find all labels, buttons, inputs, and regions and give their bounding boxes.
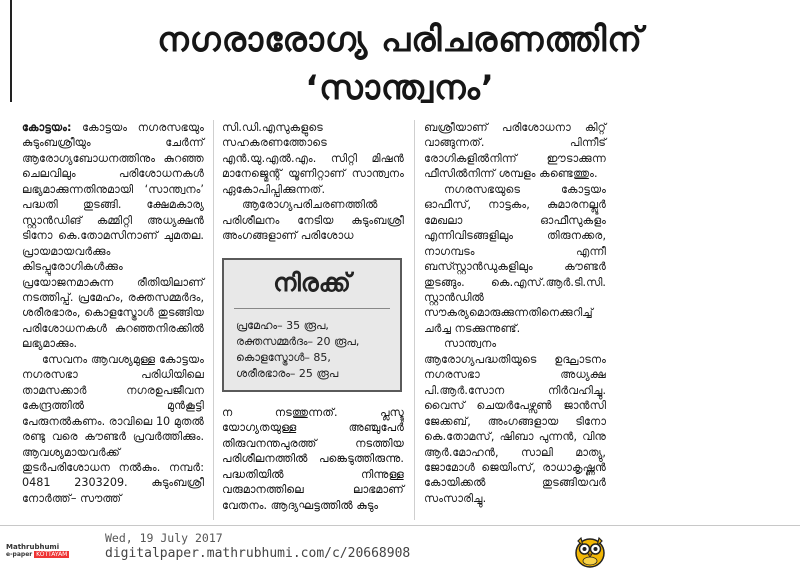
headline-line-1: നഗരാരോഗ്യ പരിചരണത്തിന്	[157, 20, 643, 60]
paragraph: സാന്ത്വനം ആരോഗ്യപദ്ധതിയുടെ ഉദ്ഘാടനം നഗരസഭാ അധ്യക്ഷ പി.ആർ.സോന നിർവഹിച്ചു. വൈസ് ചെയർപേഴ്സൺ ജാൻസി ജേക്കബ്, അംഗങ്ങളായ ടിനോ കെ.തോമസ്, ഷിബാ പുന്നൻ, വിനു ആർ.മോഹൻ, സാലി മാത്യു, ജോമോൾ ജെയിംസ്, രാധാകൃഷ്ണൻ കോയിക്കൽ തുടങ്ങിയവർ സംസാരിച്ചു.	[424, 337, 606, 505]
article-column-3	[424, 120, 606, 506]
article-column-2-continued	[222, 405, 404, 513]
headline-line-2: ‘സാന്ത്വനം’	[305, 68, 495, 108]
paragraph: ബശ്രീയാണ് പരിശോധനാ കിറ്റ് വാങ്ങുന്നത്. പിന്നീട് രോഗികളിൽനിന്ന് ഈടാക്കുന്ന ഫീസിൽനിന്ന് ശമ്പളം കണ്ടെത്തും.	[424, 121, 606, 181]
column-divider	[213, 120, 214, 520]
owl-icon[interactable]	[572, 532, 608, 568]
article-column-2	[222, 120, 404, 244]
edition-badge: KOTTAYAM	[36, 551, 68, 558]
rates-box	[222, 258, 402, 392]
article-column-1	[22, 120, 204, 506]
paragraph: ന നടത്തുന്നത്. പ്ലസ്ടു യോഗ്യതയുള്ള അഞ്ചുപേർ തിരുവനന്തപുരത്ത് നടത്തിയ പരിശീലനത്തിൽ പങ്കെടുത്തിരുന്നു. പദ്ധതിയിൽ നിന്നുള്ള വരുമാനത്തിലെ ലാഭമാണ് വേതനം. ആദ്യഘട്ടത്തിൽ കുടും	[222, 406, 404, 512]
paragraph: സി.ഡി.എസുകളുടെ സഹകരണത്തോടെ എൻ.യു.എൽ.എം. സിറ്റി മിഷൻ മാനേജ്മെന്റ് യൂണിറ്റാണ് സാന്ത്വനം ഏകോപിപ്പിക്കുന്നത്.	[222, 121, 404, 196]
column-divider	[414, 120, 415, 520]
rates-box-body: പ്രമേഹം– 35 രൂപ, രക്തസമ്മർദം– 20 രൂപ, കൊളസ്ട്രോൾ– 85, ശരീരഭാരം– 25 രൂപ	[236, 319, 360, 380]
edition-date: Wed, 19 July 2017	[105, 531, 223, 545]
paragraph: ആരോഗ്യപരിചരണത്തിൽ പരിശീലനം നേടിയ കുടുംബശ്രീ അംഗങ്ങളാണ് പരിശോധ	[222, 198, 404, 243]
paragraph: സേവനം ആവശ്യമുള്ള കോട്ടയം നഗരസഭാ പരിധിയിലെ താമസക്കാർ നഗരഉപജീവന കേന്ദ്രത്തിൽ മുൻകൂട്ടി പേരുനൽകണം. രാവിലെ 10 മുതൽ രണ്ടു വരെ കൗണ്ടർ പ്രവർത്തിക്കും. ആവശ്യമായവർക്ക് തുടർപരിശോധന നൽകും. നമ്പർ: 0481 2303209. കുടുംബശ്രീ നോർത്ത്– സൗത്ത്	[22, 352, 204, 505]
paragraph: കോട്ടയം നഗരസഭയും കുടുംബശ്രീയും ചേർന്ന് ആരോഗ്യബോധനത്തിനും കുറഞ്ഞ ചെലവിലും പരിശോധനകൾ ലഭ്യമാക്കുന്നതിനുമായി ‘സാന്ത്വനം’ പദ്ധതി തുടങ്ങി. ക്ഷേമകാര്യ സ്റ്റാൻഡിങ് കമ്മിറ്റി അധ്യക്ഷൻ ടിനോ കെ.തോമസിനാണ് ചുമതല. പ്രായമായവർക്കും കിടപ്പുരോഗികൾക്കും പ്രയോജനമാകുന്ന രീതിയിലാണ് നടത്തിപ്പ്. പ്രമേഹം, രക്തസമ്മർദം, ശരീരഭാരം, കൊളസ്ട്രോൾ തുടങ്ങിയ പരിശോധനകൾ കുറഞ്ഞനിരക്കിൽ ലഭ്യമാക്കും.	[22, 121, 204, 351]
brand-subtitle: e-paper KOTTAYAM	[6, 551, 68, 558]
footer-divider	[0, 525, 800, 526]
rates-box-title: നിരക്ക്	[273, 268, 351, 297]
edition-url[interactable]: digitalpaper.mathrubhumi.com/c/20668908	[105, 546, 411, 561]
rates-box-divider	[234, 308, 390, 309]
brand-name: Mathrubhumi	[6, 543, 60, 551]
article-body	[22, 120, 612, 522]
paragraph: നഗരസഭയുടെ കോട്ടയം ഓഫീസ്, നാട്ടകം, കുമാരനല്ലൂർ മേഖലാ ഓഫീസുകളം എന്നിവിടങ്ങളിലും തിരുനക്കര, നാഗമ്പടം എന്നീ ബസ്സ്റ്റാൻഡുകളിലും കൗണ്ടർ തുടങ്ങും. കെ.എസ്.ആർ.ടി.സി. സ്റ്റാൻഡിൽ സൗകര്യമൊരുക്കുന്നതിനെക്കുറിച്ച് ചർച്ച നടക്കുന്നുണ്ട്.	[424, 182, 606, 335]
mathrubhumi-logo[interactable]	[6, 543, 74, 563]
dateline: കോട്ടയം:	[22, 121, 72, 134]
